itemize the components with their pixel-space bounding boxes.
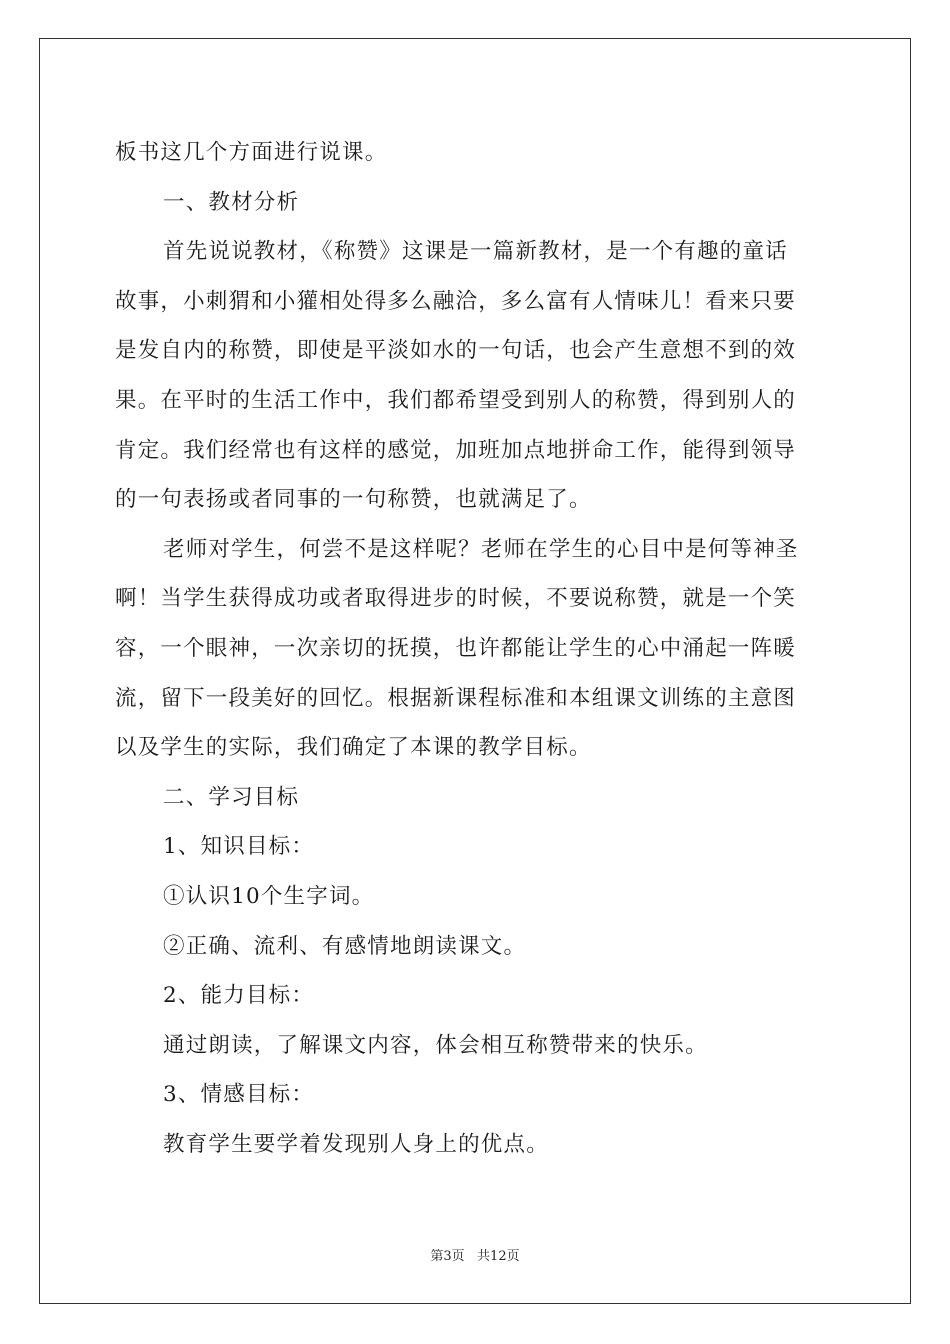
text-line: 以及学生的实际，我们确定了本课的教学目标。 (115, 735, 592, 761)
text-line: 通过朗读，了解课文内容，体会相互称赞带来的快乐。 (163, 1032, 708, 1058)
text-line: 故事，小刺猬和小獾相处得多么融洽，多么富有人情味儿！看来只要 (115, 288, 797, 314)
text-line: 是发自内的称赞，即使是平淡如水的一句话，也会产生意想不到的效 (115, 338, 797, 364)
text-line: 啊！当学生获得成功或者取得进步的时候，不要说称赞，就是一个笑 (115, 586, 797, 612)
text-line: 容，一个眼神，一次亲切的抚摸，也许都能让学生的心中涌起一阵暖 (115, 635, 797, 661)
text-line: 流，留下一段美好的回忆。根据新课程标准和本组课文训练的主意图 (115, 685, 797, 711)
section-heading: 一、教材分析 (163, 189, 300, 215)
subheading: 3、情感目标： (163, 1082, 315, 1108)
subheading: 1、知识目标： (163, 834, 315, 860)
text-line: 首先说说教材，《称赞》这课是一篇新教材，是一个有趣的童话 (163, 239, 788, 265)
text-line: 板书这几个方面进行说课。 (115, 140, 388, 165)
page-number-footer: 第3页 共12页 (430, 1249, 520, 1264)
list-item: ①认识10个生字词。 (163, 883, 375, 909)
list-item: ②正确、流利、有感情地朗读课文。 (163, 933, 527, 959)
text-line: 老师对学生，何尝不是这样呢？老师在学生的心目中是何等神圣 (163, 536, 799, 562)
section-heading: 二、学习目标 (163, 784, 300, 810)
text-line: 的一句表扬或者同事的一句称赞，也就满足了。 (115, 487, 592, 513)
subheading: 2、能力目标： (163, 983, 315, 1009)
document-body (115, 128, 833, 1169)
text-line: 果。在平时的生活工作中，我们都希望受到别人的称赞，得到别人的 (115, 387, 797, 413)
text-line: 教育学生要学着发现别人身上的优点。 (163, 1131, 549, 1157)
text-line: 肯定。我们经常也有这样的感觉，加班加点地拼命工作，能得到领导 (115, 437, 797, 463)
